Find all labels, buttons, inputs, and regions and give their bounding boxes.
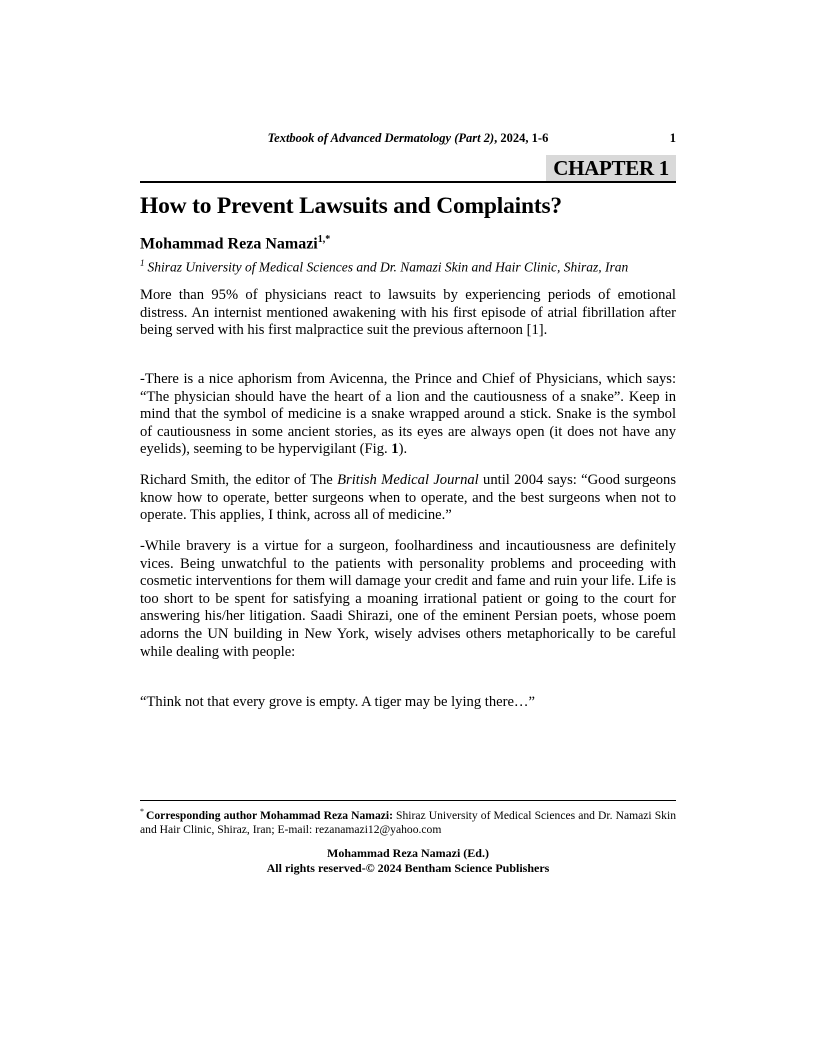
affiliation-text: Shiraz University of Medical Sciences and Dr. Namazi Skin and Hair Clinic, Shiraz, Iran [147, 259, 629, 275]
quote-paragraph: “Think not that every grove is empty. A tiger may be lying there…” [140, 694, 536, 710]
affiliation-line [140, 258, 676, 276]
chapter-label: CHAPTER 1 [546, 155, 676, 181]
footnote-block [140, 800, 676, 876]
author-line [140, 234, 676, 253]
imprint-rights: All rights reserved-© 2024 Bentham Science Publishers [266, 860, 550, 875]
corresponding-author-footnote [140, 805, 676, 837]
paragraph-3: Richard Smith, the editor of The British Medical Journal until 2004 says: “Good surgeons know how to operate, better surgeons when to operate, and the best surgeons when not to operate. This applies, I think, across all of medicine.” [140, 472, 677, 524]
affiliation-marker: 1 [140, 258, 145, 268]
publisher-imprint [140, 846, 676, 876]
imprint-editor: Mohammad Reza Namazi (Ed.) [327, 845, 489, 860]
running-head-book-title: Textbook of Advanced Dermatology (Part 2) [267, 131, 495, 145]
author-name: Mohammad Reza Namazi [140, 235, 318, 253]
author-superscript: 1,* [317, 234, 331, 245]
paragraph-2: -There is a nice aphorism from Avicenna, the Prince and Chief of Physicians, which says: “The physician should have the heart of a lion and the cautiousness of a snake”. Keep in mind that the symbol of medicine is a snake wrapped around a stick. Snake is the symbol of cautiousness in some ancient stories, as its eyes are always open (it does not have any eyelids), seeming to be hypervigilant (Fig. 1). [140, 371, 676, 458]
running-head-issue-info: , 2024, 1-6 [494, 131, 549, 145]
page-number: 1 [669, 131, 676, 145]
footnote-bold-label: Corresponding author Mohammad Reza Namazi: [146, 808, 393, 822]
chapter-title: How to Prevent Lawsuits and Complaints? [140, 193, 562, 219]
footnote-text: Shiraz University of Medical Sciences and Dr. Namazi Skin and Hair Clinic, Shiraz, Iran; E-mail: rezanamazi12@yahoo.com [140, 808, 676, 836]
chapter-rule [140, 155, 676, 183]
footnote-marker: * [140, 807, 144, 816]
paragraph-1: More than 95% of physicians react to lawsuits by experiencing periods of emotional distress. An internist mentioned awakening with his first episode of atrial fibrillation after being served with his first malpractice suit the previous afternoon [1]. [140, 287, 676, 339]
running-head [140, 131, 676, 146]
paragraph-4: -While bravery is a virtue for a surgeon, foolhardiness and incautiousness are definitely vices. Being unwatchful to the patients with personality problems and proceeding with cosmetic interventions for them will damage your credit and fame and ruin your life. Life is too short to be spent for satisfying a moaning irrational patient or going to the court for answering his/her litigation. Saadi Shirazi, one of the eminent Persian poets, whose poem adorns the UN building in New York, wisely advises others metaphorically to be careful while dealing with people: [140, 538, 676, 660]
